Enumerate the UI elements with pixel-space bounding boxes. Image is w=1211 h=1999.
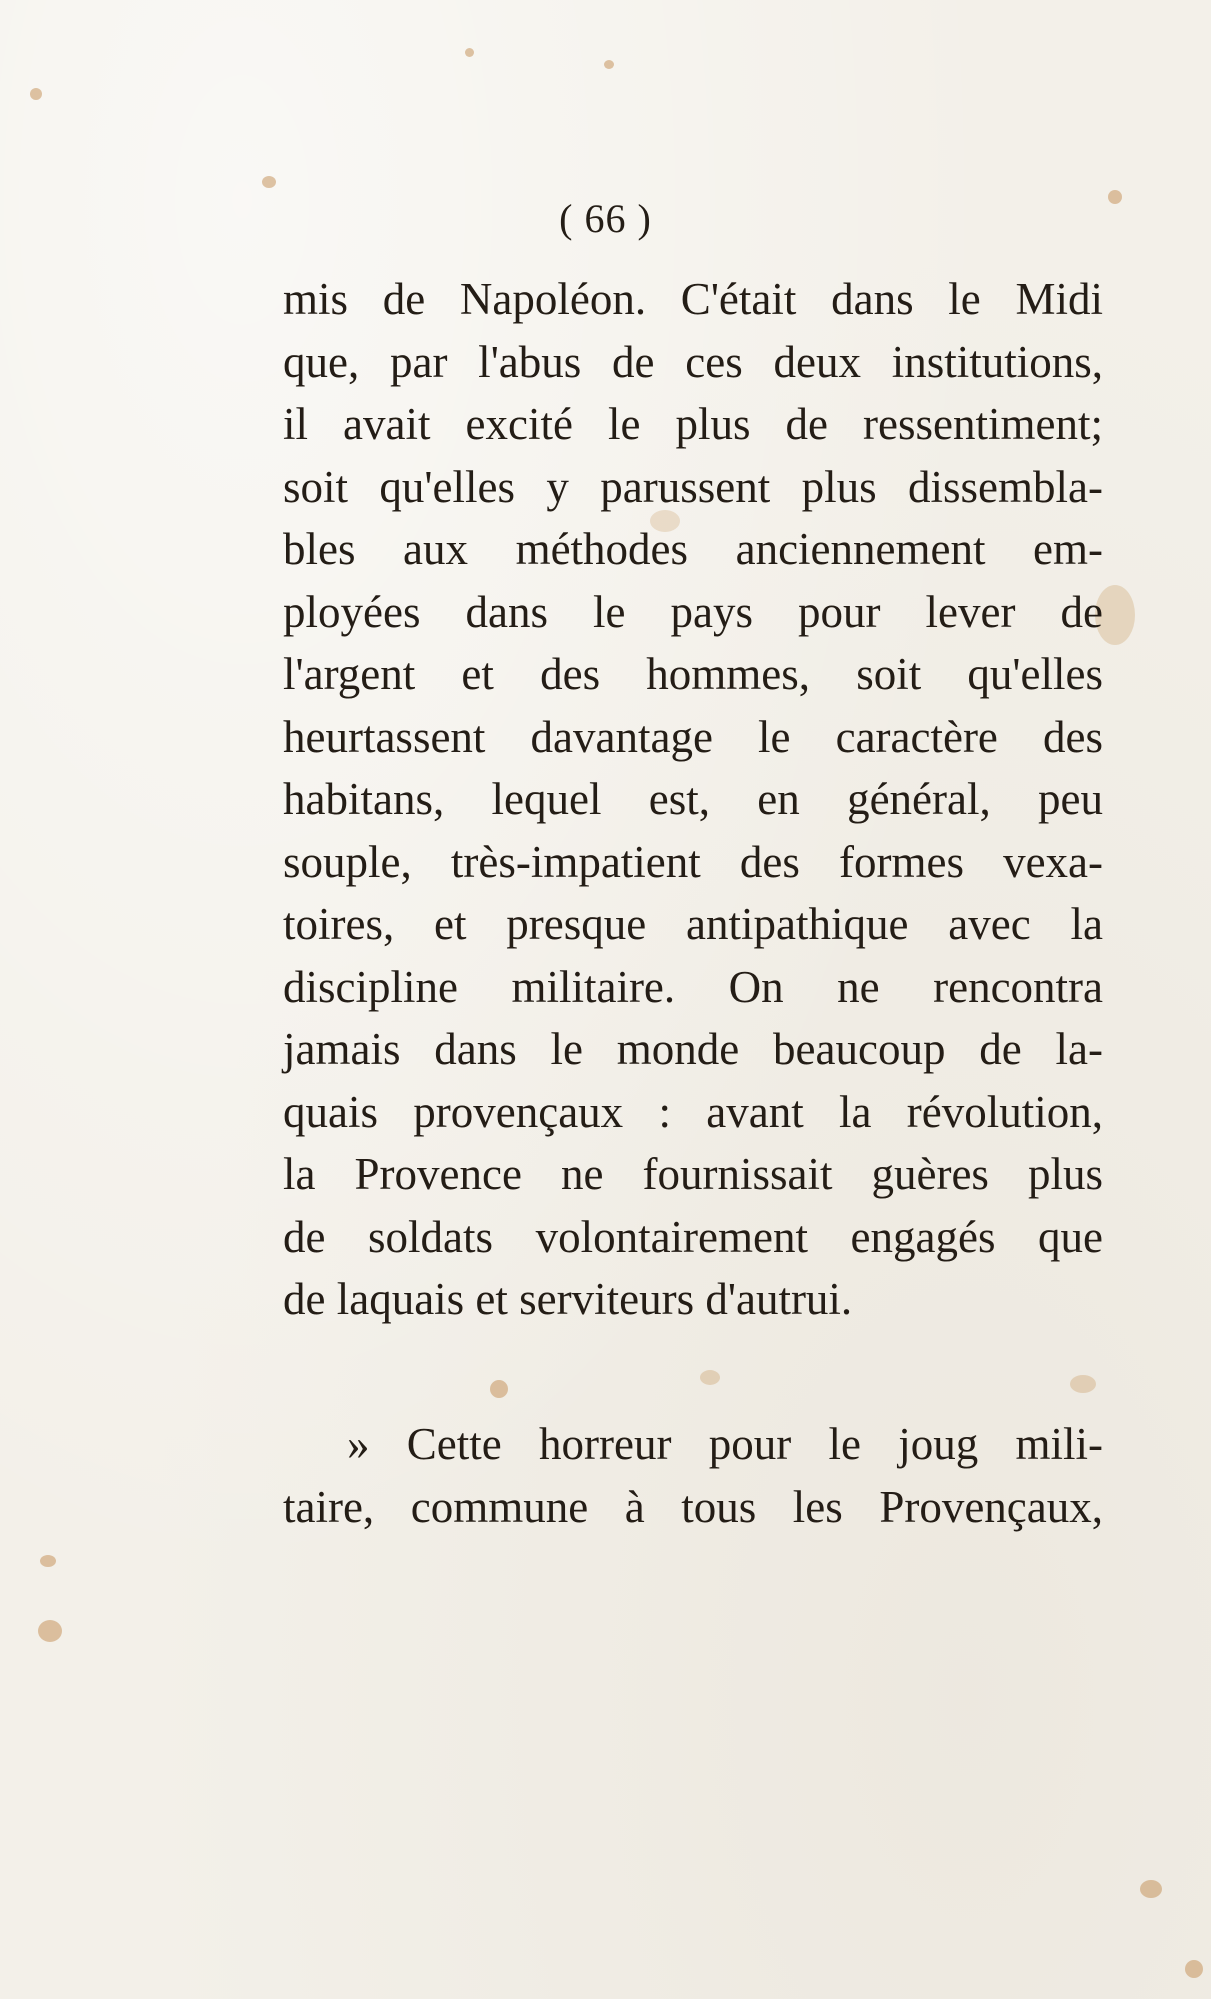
text-line: heurtassent davantage le caractère des bbox=[283, 711, 1103, 762]
foxing-spot bbox=[1070, 1375, 1096, 1393]
text-line: il avait excité le plus de ressentiment; bbox=[283, 399, 1103, 449]
text-line: toires, et presque antipathique avec la bbox=[283, 899, 1103, 949]
text-line: quais provençaux : avant la révolution, bbox=[283, 1086, 1103, 1137]
text-line: soit qu'elles y parussent plus dissembla- bbox=[283, 461, 1103, 512]
text-line: discipline militaire. On ne rencontra bbox=[283, 961, 1103, 1012]
foxing-spot bbox=[40, 1555, 56, 1567]
foxing-spot bbox=[700, 1370, 720, 1385]
foxing-spot bbox=[490, 1380, 508, 1398]
text-line: habitans, lequel est, en général, peu bbox=[283, 774, 1103, 824]
text-line: l'argent et des hommes, soit qu'elles bbox=[283, 649, 1103, 699]
text-line: » Cette horreur pour le joug mili- bbox=[347, 1419, 1103, 1469]
paragraph-2 bbox=[283, 1413, 1103, 1538]
text-line: la Provence ne fournissait guères plus bbox=[283, 1149, 1103, 1199]
page-number: ( 66 ) bbox=[559, 196, 652, 241]
text-line: souple, très-impatient des formes vexa- bbox=[283, 836, 1103, 887]
foxing-spot bbox=[38, 1620, 62, 1642]
text-line: que, par l'abus de ces deux institutions, bbox=[283, 336, 1103, 387]
foxing-spot bbox=[262, 176, 276, 188]
text-line: de soldats volontairement engagés que bbox=[283, 1211, 1103, 1262]
foxing-spot bbox=[30, 88, 42, 100]
text-line: taire, commune à tous les Provençaux, bbox=[283, 1481, 1103, 1532]
text-line: ployées dans le pays pour lever de bbox=[283, 586, 1103, 637]
foxing-spot bbox=[604, 60, 614, 69]
text-line: de laquais et serviteurs d'autrui. bbox=[283, 1274, 853, 1324]
foxing-spot bbox=[1185, 1960, 1203, 1978]
foxing-spot bbox=[465, 48, 474, 57]
text-line: bles aux méthodes anciennement em- bbox=[283, 524, 1103, 574]
text-line: mis de Napoléon. C'était dans le Midi bbox=[283, 274, 1103, 324]
foxing-spot bbox=[1140, 1880, 1162, 1898]
paragraph-1 bbox=[283, 268, 1103, 1331]
text-line: jamais dans le monde beaucoup de la- bbox=[283, 1024, 1103, 1074]
